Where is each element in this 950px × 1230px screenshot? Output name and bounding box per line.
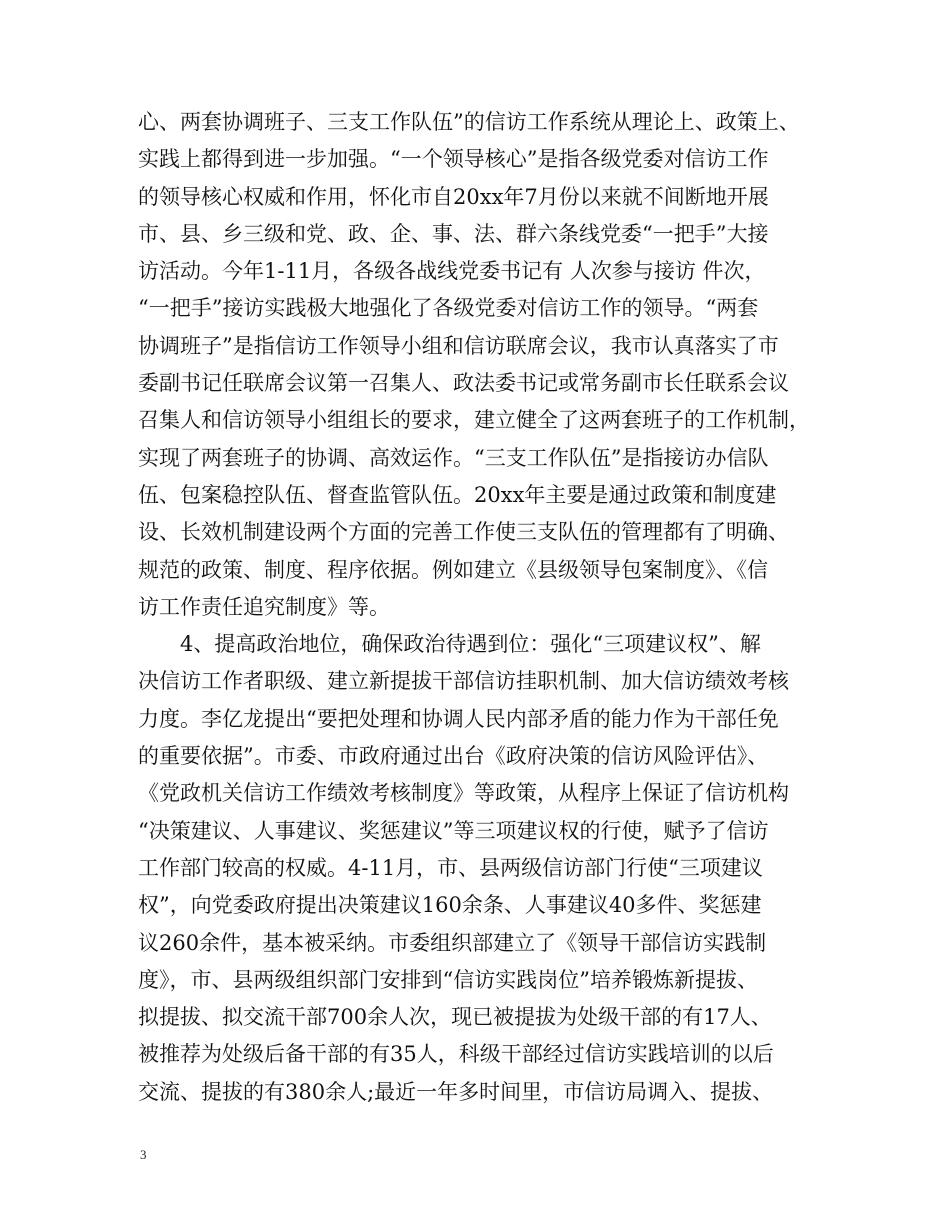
text-line: 召集人和信访领导小组组长的要求，建立健全了这两套班子的工作机制， [138, 408, 810, 433]
text-line: 权”，向党委政府提出决策建议160余条、人事建议40多件、奖惩建 [138, 893, 762, 918]
text-line: 的领导核心权威和作用，怀化市自20xx年7月份以来就不间断地开展 [138, 184, 769, 209]
text-line: 度》，市、县两级组织部门安排到“信访实践岗位”培养锻炼新提拔、 [138, 967, 758, 992]
text-line: “一把手”接访实践极大地强化了各级党委对信访工作的领导。“两套 [138, 296, 759, 321]
text-line: 设、长效机制建设两个方面的完善工作使三支队伍的管理都有了明确、 [138, 520, 789, 545]
text-line: 被推荐为处级后备干部的有35人，科级干部经过信访实践培训的以后 [138, 1042, 774, 1067]
text-line: 规范的政策、制度、程序依据。例如建立《县级领导包案制度》、《信 [138, 557, 768, 582]
text-line: “决策建议、人事建议、奖惩建议”等三项建议权的行使，赋予了信访 [138, 818, 769, 843]
text-line: 决信访工作者职级、建立新提拔干部信访挂职机制、加大信访绩效考核 [138, 669, 789, 694]
text-line: 《党政机关信访工作绩效考核制度》等政策，从程序上保证了信访机构 [138, 781, 789, 806]
text-line: 协调班子”是指信访工作领导小组和信访联席会议，我市认真落实了市 [138, 333, 779, 358]
text-line: 访活动。今年1-11月，各级各战线党委书记有 人次参与接访 件次， [138, 259, 766, 284]
text-line: 市、县、乡三级和党、政、企、事、法、群六条线党委“一把手”大接 [138, 221, 769, 246]
text-line: 委副书记任联席会议第一召集人、政法委书记或常务副市长任联系会议 [138, 371, 789, 396]
text-line: 心、两套协调班子、三支工作队伍”的信访工作系统从理论上、政策上、 [138, 110, 800, 134]
text-line: 访工作责任追究制度》等。 [138, 594, 390, 619]
text-line: 交流、提拔的有380余人;最近一年多时间里，市信访局调入、提拔、 [138, 1079, 774, 1104]
text-line: 的重要依据”。市委、市政府通过出台《政府决策的信访风险评估》、 [138, 744, 769, 769]
body-text [138, 104, 838, 1111]
text-line: 工作部门较高的权威。4-11月，市、县两级信访部门行使“三项建议 [138, 855, 763, 880]
text-line: 拟提拔、拟交流干部700余人次，现已被提拔为处级干部的有17人、 [138, 1005, 772, 1030]
text-line: 实践上都得到进一步加强。“一个领导核心”是指各级党委对信访工作 [138, 147, 769, 172]
page-number: 3 [140, 1147, 147, 1162]
text-line: 议260余件，基本被采纳。市委组织部建立了《领导干部信访实践制 [138, 930, 767, 955]
text-line: 实现了两套班子的协调、高效运作。“三支工作队伍”是指接访办信队 [138, 445, 769, 470]
text-line: 伍、包案稳控队伍、督查监管队伍。20xx年主要是通过政策和制度建 [138, 482, 777, 507]
paragraph-start-line: 4、提高政治地位，确保政治待遇到位：强化“三项建议权”、解 [180, 632, 761, 657]
text-line: 力度。李亿龙提出“要把处理和协调人民内部矛盾的能力作为干部任免 [138, 706, 779, 731]
